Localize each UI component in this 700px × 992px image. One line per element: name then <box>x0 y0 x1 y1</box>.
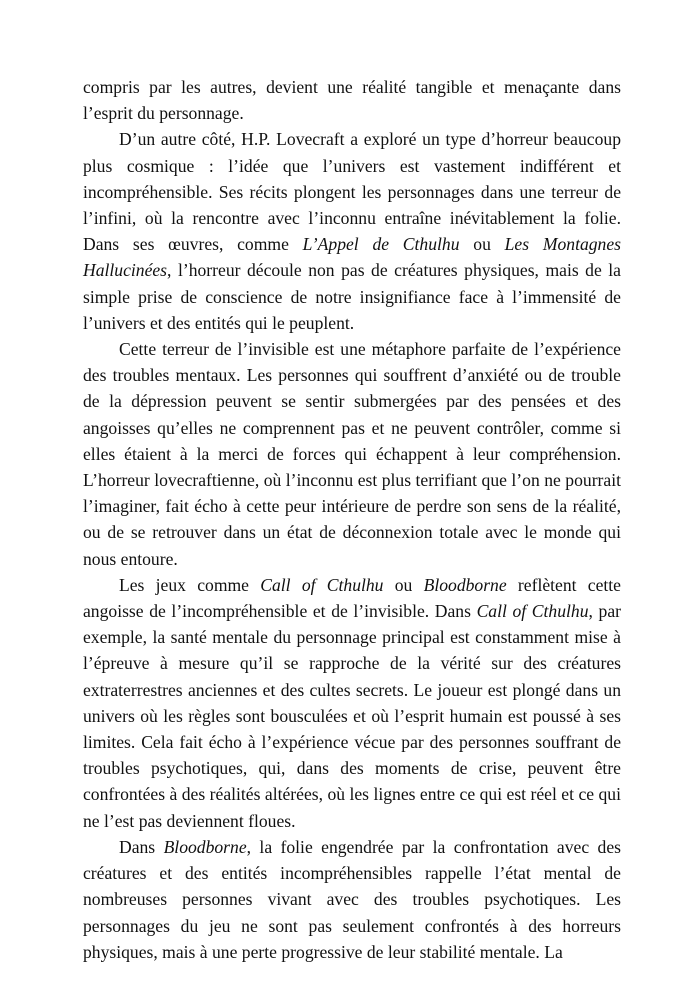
text-run: D’un autre côté, H.P. Lovecraft a exploré un type d’horreur beaucoup plus cosmique : l’idée que l’univers est vastement indifférent et incompréhensible. Ses récits plongent les personnages dans une terreur de l’infini, où la rencontre avec l’inconnu entraîne inévitablement la folie. Dans ses œuvres, comme <box>83 129 621 255</box>
text-run: , l’horreur découle non pas de créatures physiques, mais de la simple prise de conscience de notre insignifiance face à l’immensité de l’univers et des entités qui le peuplent. <box>83 260 621 333</box>
page-body <box>83 74 621 965</box>
text-run: Dans <box>119 836 164 857</box>
text-run: reflètent cette angoisse de l’incompréhensible et de l’invisible. Dans <box>83 574 621 622</box>
paragraph-4 <box>83 572 621 834</box>
paragraph-5 <box>83 834 621 965</box>
text-run: ou <box>383 574 424 595</box>
italic-title: Bloodborne <box>163 836 247 857</box>
text-run: Cette terreur de l’invisible est une métaphore parfaite de l’expérience des troubles mentaux. Les personnes qui souffrent d’anxiété ou de trouble de la dépression peuvent se sentir submergées par des pensées et des angoisses qu’elles ne comprennent pas et ne peuvent contrôler, comme si elles étaient à la merci de forces qui échappent à leur compréhension. L’horreur lovecraftienne, où l’inconnu est plus terrifiant que l’on ne pourrait l’imaginer, fait écho à cette peur intérieure de perdre son sens de la réalité, ou de se retrouver dans un état de déconnexion totale avec le monde qui nous entoure. <box>83 339 621 569</box>
text-run: , par exemple, la santé mentale du personnage principal est constamment mise à l’épreuve à mesure qu’il se rapproche de la vérité sur des créatures extraterrestres anciennes et des cultes secrets. Le joueur est plongé dans un univers où les règles sont bousculées et où l’esprit humain est poussé à ses limites. Cela fait écho à l’expérience vécue par des personnes souffrant de troubles psychotiques, qui, dans des moments de crise, peuvent être confrontées à des réalités altérées, où les lignes entre ce qui est réel et ce qui ne l’est pas deviennent floues. <box>83 601 621 831</box>
italic-title: Call of Cthulhu <box>476 601 589 622</box>
text-run: Les jeux comme <box>119 574 261 595</box>
paragraph-2 <box>83 126 621 336</box>
paragraph-3 <box>83 336 621 572</box>
text-run: compris par les autres, devient une réalité tangible et menaçante dans l’esprit du personnage. <box>83 77 621 124</box>
paragraph-1 <box>83 74 621 126</box>
text-run: ou <box>459 234 505 255</box>
italic-title: Les Montagnes Hallucinées <box>83 234 622 281</box>
italic-title: Call of Cthulhu <box>260 574 384 595</box>
italic-title: L’Appel de Cthulhu <box>302 234 460 255</box>
italic-title: Bloodborne <box>423 574 507 595</box>
text-run: , la folie engendrée par la confrontation avec des créatures et des entités incompréhensibles rappelle l’état mental de nombreuses personnes vivant avec des troubles psychotiques. Les personnages du jeu ne sont pas seulement confrontés à des horreurs physiques, mais à une perte progressive de leur stabilité mentale. La <box>83 836 621 962</box>
